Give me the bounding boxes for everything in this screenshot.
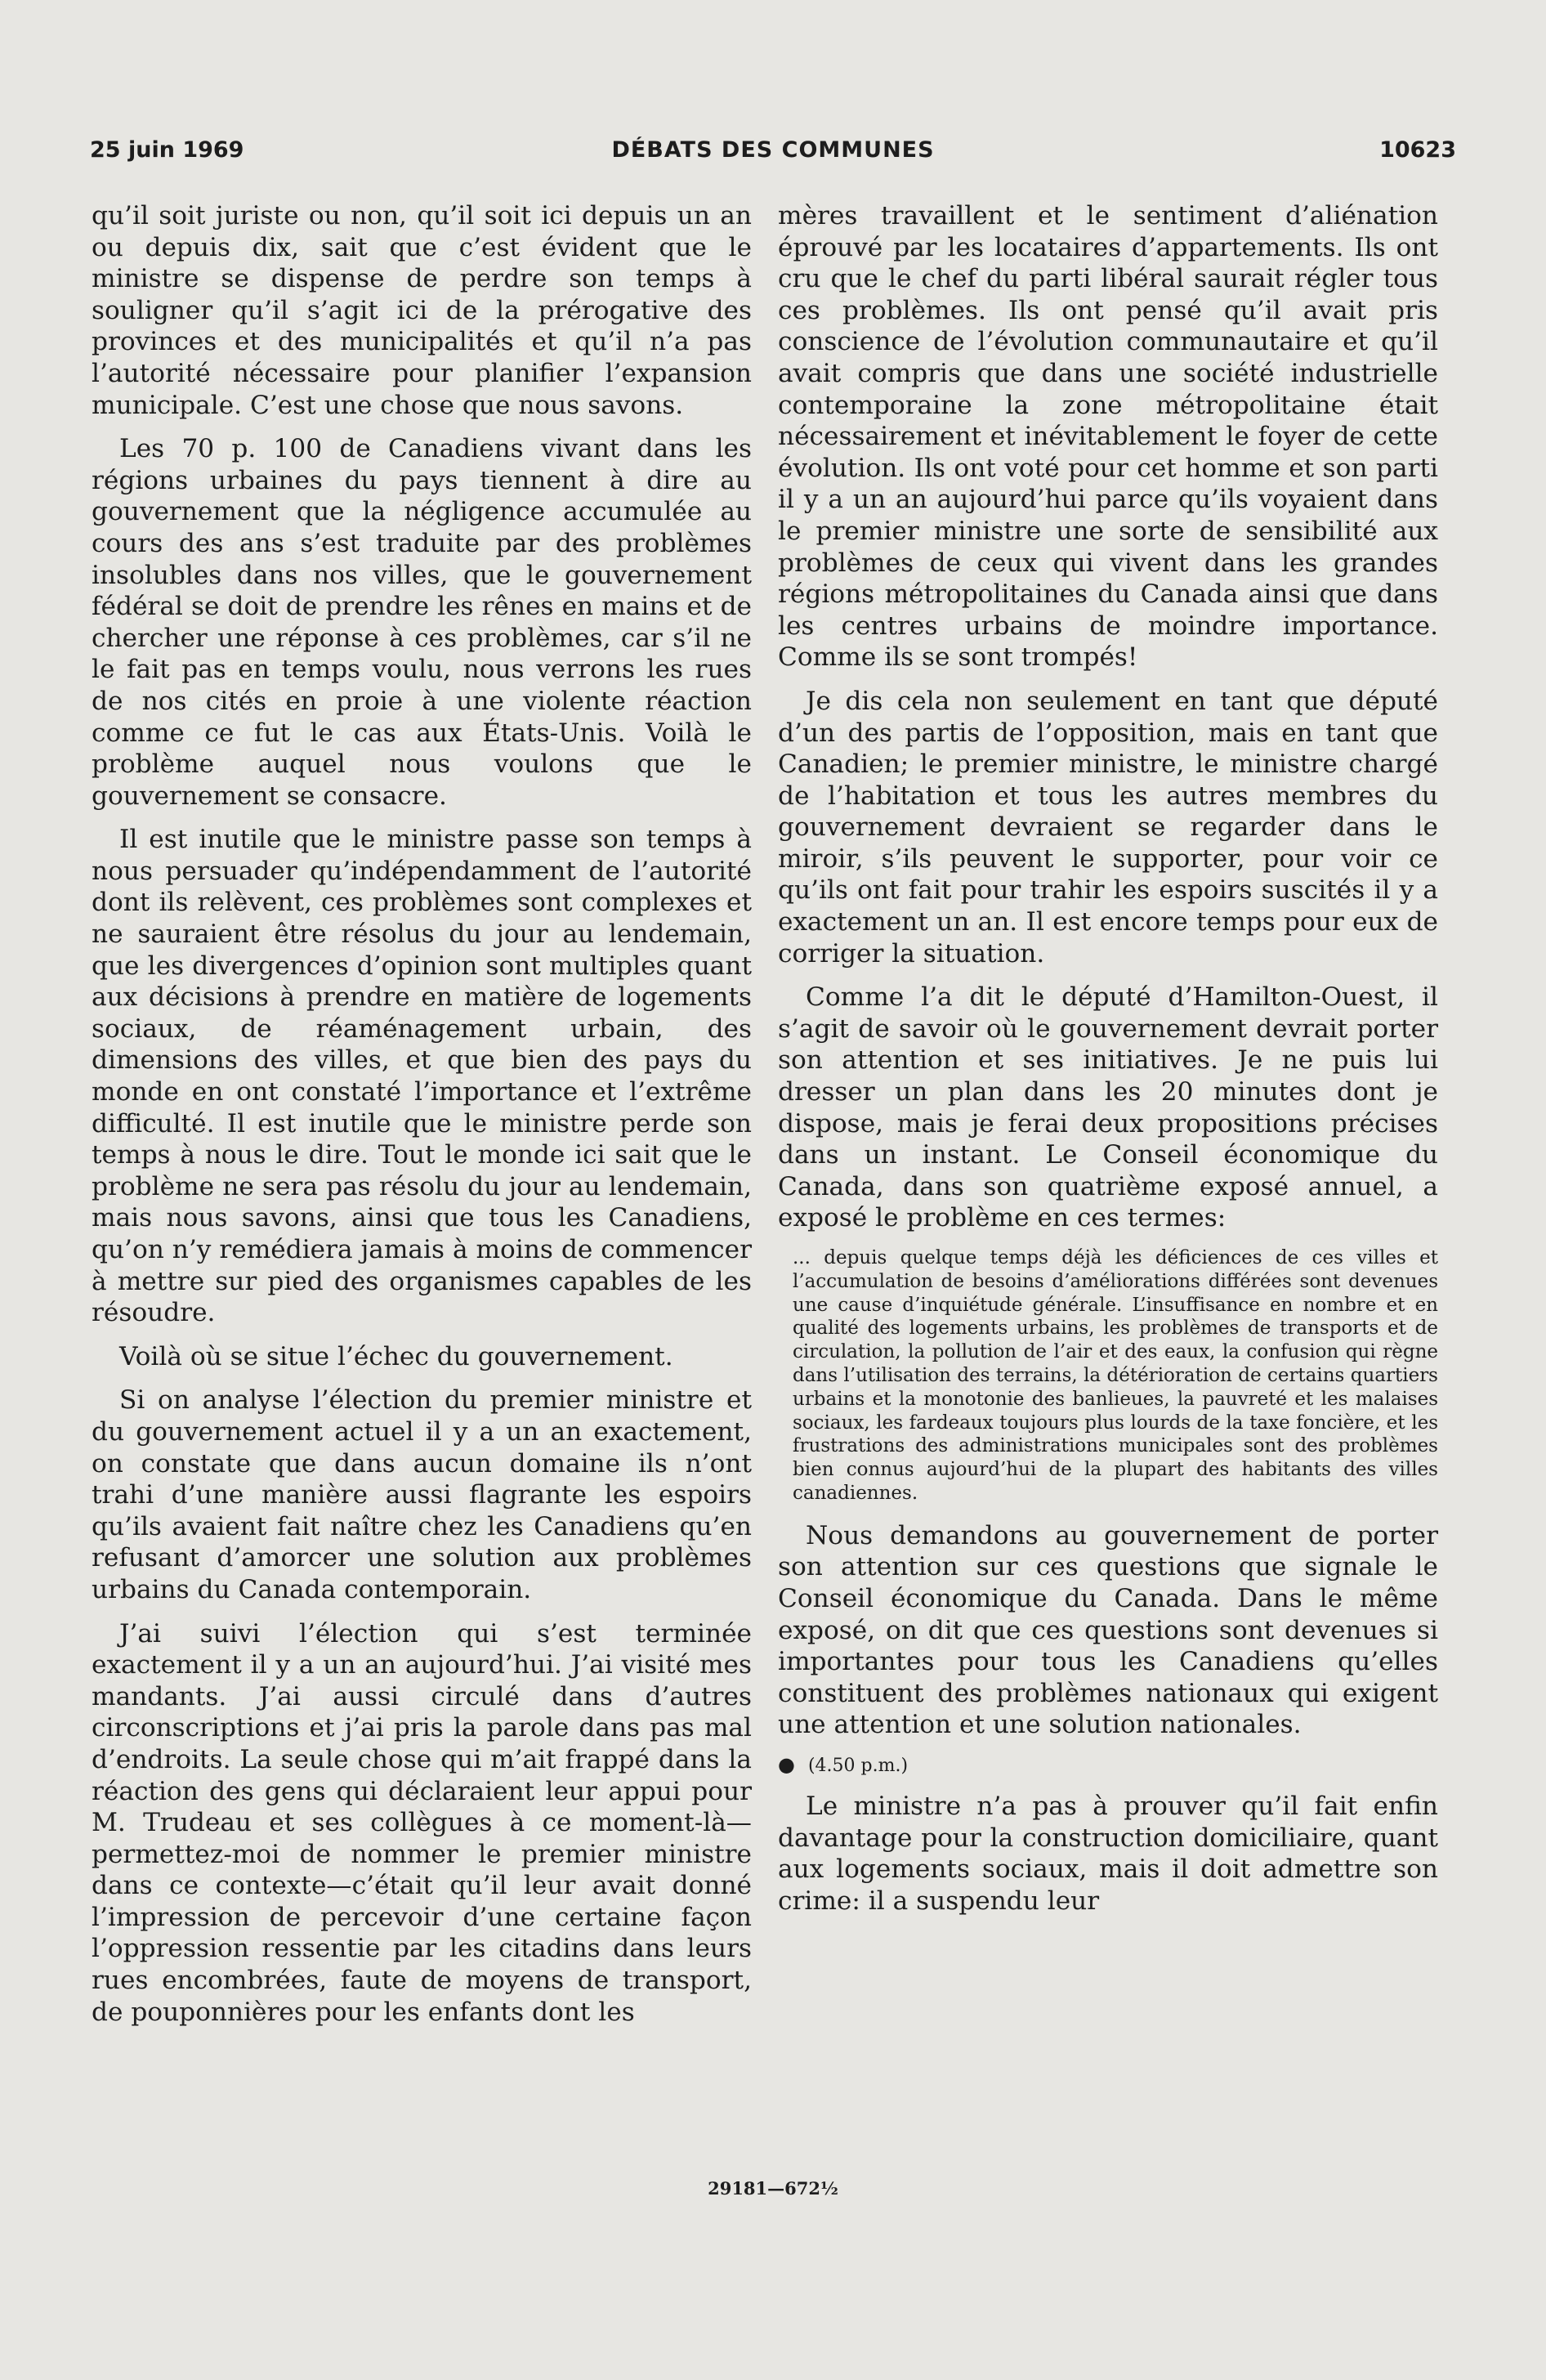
paragraph: Le ministre n’a pas à prouver qu’il fait enfin davantage pour la construction domiciliaire, quant aux logements sociaux, mais il doit admettre son crime: il a suspendu leur [778,1791,1438,1916]
paragraph: mères travaillent et le sentiment d’aliénation éprouvé par les locataires d’appartements. Ils ont cru que le chef du parti libéral saurait régler tous ces problèmes. Ils ont pensé qu’il avait pris conscience de l’évolution communautaire et qu’il avait compris que dans une société industrielle contemporaine la zone métropolitaine était nécessairement et inévitablement le foyer de cette évolution. Ils ont voté pour cet homme et son parti il y a un an aujourd’hui parce qu’ils voyaient dans le premier ministre une sorte de sensibilité aux problèmes de ceux qui vivent dans les grandes régions métropolitaines du Canada ainsi que dans les centres urbains de moindre importance. Comme ils se sont trompés! [778,201,1438,673]
header-page-number: 10623 [1379,137,1456,163]
paragraph: J’ai suivi l’élection qui s’est terminée exactement il y a un an aujourd’hui. J’ai visité mes mandants. J’ai aussi circulé dans d’autres circonscriptions et j’ai pris la parole dans pas mal d’endroits. La seule chose qui m’ait frappé dans la réaction des gens qui déclaraient leur appui pour M. Trudeau et ses collègues à ce moment-là—permettez-moi de nommer le premier ministre dans ce contexte—c’était qu’il leur avait donné l’impression de percevoir d’une certaine façon l’oppression ressentie par les citadins dans leurs rues encombrées, faute de moyens de transport, de pouponnières pour les enfants dont les [92,1618,752,2027]
paragraph: Si on analyse l’élection du premier ministre et du gouvernement actuel il y a un an exactement, on constate que dans aucun domaine ils n’ont trahi d’une manière aussi flagrante les espoirs qu’ils avaient fait naître chez les Canadiens qu’en refusant d’amorcer une solution aux problèmes urbains du Canada contemporain. [92,1385,752,1604]
paragraph: Comme l’a dit le député d’Hamilton-Ouest, il s’agit de savoir où le gouvernement devrait porter son attention et ses initiatives. Je ne puis lui dresser un plan dans les 20 minutes dont je dispose, mais je ferai deux propositions précises dans un instant. Le Conseil économique du Canada, dans son quatrième exposé annuel, a exposé le problème en ces termes: [778,982,1438,1233]
footer-code: 29181—672½ [708,2178,838,2199]
paragraph: qu’il soit juriste ou non, qu’il soit ici depuis un an ou depuis dix, sait que c’est évident que le ministre se dispense de perdre son temps à souligner qu’il s’agit ici de la prérogative des provinces et des municipalités et qu’il n’a pas l’autorité nécessaire pour planifier l’expansion municipale. C’est une chose que nous savons. [92,201,752,420]
paragraph: Nous demandons au gouvernement de porter son attention sur ces questions que signale le Conseil économique du Canada. Dans le même exposé, on dit que ces questions sont devenues si importantes pour tous les Canadiens qu’elles constituent des problèmes nationaux qui exigent une attention et une solution nationales. [778,1520,1438,1740]
page-header [90,137,1456,177]
block-quote: ... depuis quelque temps déjà les déficiences de ces villes et l’accumulation de besoins d’améliorations différées sont devenues une cause d’inquiétude générale. L’insuffisance en nombre et en qualité des logements urbains, les problèmes de transports et de circulation, la pollution de l’air et des eaux, la confusion qui règne dans l’utilisation des terrains, la détérioration de certains quartiers urbains et la monotonie des banlieues, la pauvreté et les malaises sociaux, les fardeaux toujours plus lourds de la taxe foncière, et les frustrations des administrations municipales sont des problèmes bien connus aujourd’hui de la plupart des habitants des villes canadiennes. [793,1247,1438,1504]
paragraph: Je dis cela non seulement en tant que député d’un des partis de l’opposition, mais en tant que Canadien; le premier ministre, le ministre chargé de l’habitation et tous les autres membres du gouvernement devraient se regarder dans le miroir, s’ils peuvent le supporter, pour voir ce qu’ils ont fait pour trahir les espoirs suscités il y a exactement un an. Il est encore temps pour eux de corriger la situation. [778,686,1438,969]
header-date: 25 juin 1969 [90,137,244,163]
time-label: (4.50 p.m.) [807,1755,909,1776]
bullet-icon: ● [778,1752,795,1776]
paragraph: Il est inutile que le ministre passe son temps à nous persuader qu’indépendamment de l’autorité dont ils relèvent, ces problèmes sont complexes et ne sauraient être résolus du jour au lendemain, que les divergences d’opinion sont multiples quant aux décisions à prendre en matière de logements sociaux, de réaménagement urbain, des dimensions des villes, et que bien des pays du monde en ont constaté l’importance et l’extrême difficulté. Il est inutile que le ministre perde son temps à nous le dire. Tout le monde ici sait que le problème ne sera pas résolu du jour au lendemain, mais nous savons, ainsi que tous les Canadiens, qu’on n’y remédiera jamais à moins de commencer à mettre sur pied des organismes capables de les résoudre. [92,825,752,1328]
header-title: DÉBATS DES COMMUNES [611,137,935,163]
right-column [778,200,1438,1929]
paragraph: Les 70 p. 100 de Canadiens vivant dans les régions urbaines du pays tiennent à dire au gouvernement que la négligence accumulée au cours des ans s’est traduite par des problèmes insolubles dans nos villes, que le gouvernement fédéral se doit de prendre les rênes en mains et de chercher une réponse à ces problèmes, car s’il ne le fait pas en temps voulu, nous verrons les rues de nos cités en proie à une violente réaction comme ce fut le cas aux États-Unis. Voilà le problème auquel nous voulons que le gouvernement se consacre. [92,434,752,811]
paragraph: Voilà où se situe l’échec du gouvernement. [119,1341,673,1371]
left-column [92,200,752,2040]
time-marker [778,1753,1438,1778]
